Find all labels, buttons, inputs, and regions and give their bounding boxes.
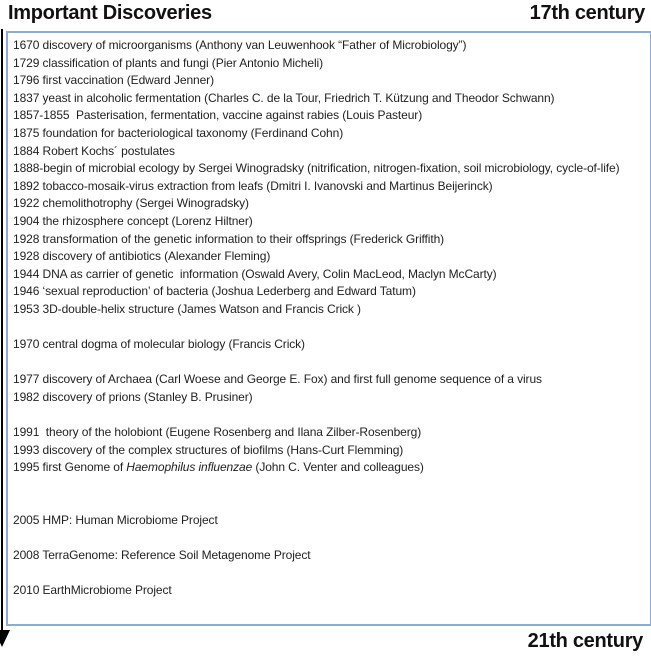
timeline-entry: 1993 discovery of the complex structures of biofilms (Hans-Curt Flemming) [13,442,404,457]
arrow-down-icon [0,630,10,647]
timeline-entry: 1729 classification of plants and fungi (Pier Antonio Micheli) [13,55,323,70]
page-title: Important Discoveries [8,2,212,24]
timeline-blank-line [13,530,644,548]
timeline-blank-line [13,319,644,337]
timeline-entry: 2010 EarthMicrobiome Project [13,583,172,598]
timeline-entry-text: 1995 first Genome of [13,460,127,475]
timeline-entry: 1922 chemolithotrophy (Sergei Winogradsky) [13,196,249,211]
timeline-blank-line [13,494,644,512]
timeline-entry: 1670 discovery of microorganisms (Anthony van Leuwenhook “Father of Microbiology”) [13,38,467,52]
timeline-entry: 1944 DNA as carrier of genetic information (Oswald Avery, Colin MacLeod, Maclyn McCarty) [13,266,497,281]
timeline-entry: 1904 the rhizosphere concept (Lorenz Hiltner) [13,213,253,228]
timeline-blank-line [13,565,644,583]
timeline-entry: 1884 Robert Kochs´ postulates [13,143,175,158]
timeline-entry: 1892 tobacco-mosaik-virus extraction from leafs (Dmitri I. Ivanovski and Martinus Beijerinck) [13,178,493,193]
timeline-blank-line [13,354,644,372]
timeline-entry: 1875 foundation for bacteriological taxonomy (Ferdinand Cohn) [13,125,344,140]
timeline-entry: 1837 yeast in alcoholic fermentation (Charles C. de la Tour, Friedrich T. Kützung and Theodor Schwann) [13,90,555,105]
timeline-entry: 2008 TerraGenome: Reference Soil Metagenome Project [13,548,311,563]
timeline-entry: 2005 HMP: Human Microbiome Project [13,513,218,528]
timeline-entry: 1796 first vaccination (Edward Jenner) [13,73,214,88]
timeline-entry: 1888-begin of microbial ecology by Sergei Winogradsky (nitrification, nitrogen-fixation, soil microbiology, cycle-of-life) [13,161,620,176]
timeline-entry: 1982 discovery of prions (Stanley B. Prusiner) [13,389,253,404]
timeline-entry: 1970 central dogma of molecular biology (Francis Crick) [13,337,305,352]
timeline-entry: 1857-1855 Pasterisation, fermentation, vaccine against rabies (Louis Pasteur) [13,108,423,123]
timeline-box [6,31,651,626]
timeline-entry: 1928 transformation of the genetic information to their offsprings (Frederick Griffith) [13,231,445,246]
timeline-blank-line [13,477,644,495]
timeline-entry: 1991 theory of the holobiont (Eugene Rosenberg and Ilana Zilber-Rosenberg) [13,425,422,440]
timeline-axis-line [1,29,3,632]
timeline-entry: 1953 3D-double-helix structure (James Watson and Francis Crick ) [13,301,361,316]
timeline-entry: 1946 ‘sexual reproduction’ of bacteria (Joshua Lederberg and Edward Tatum) [13,284,416,299]
species-name-italic: Haemophilus influenzae [126,460,253,475]
timeline-blank-line [13,406,644,424]
era-label-bottom: 21th century [527,630,643,652]
timeline-entry [13,459,644,477]
timeline-entry: 1977 discovery of Archaea (Carl Woese and George E. Fox) and first full genome sequence of a virus [13,372,542,387]
era-label-top: 17th century [529,2,645,24]
timeline-entry-text: (John C. Venter and colleagues) [252,460,424,475]
timeline-entry: 1928 discovery of antibiotics (Alexander Fleming) [13,249,271,264]
